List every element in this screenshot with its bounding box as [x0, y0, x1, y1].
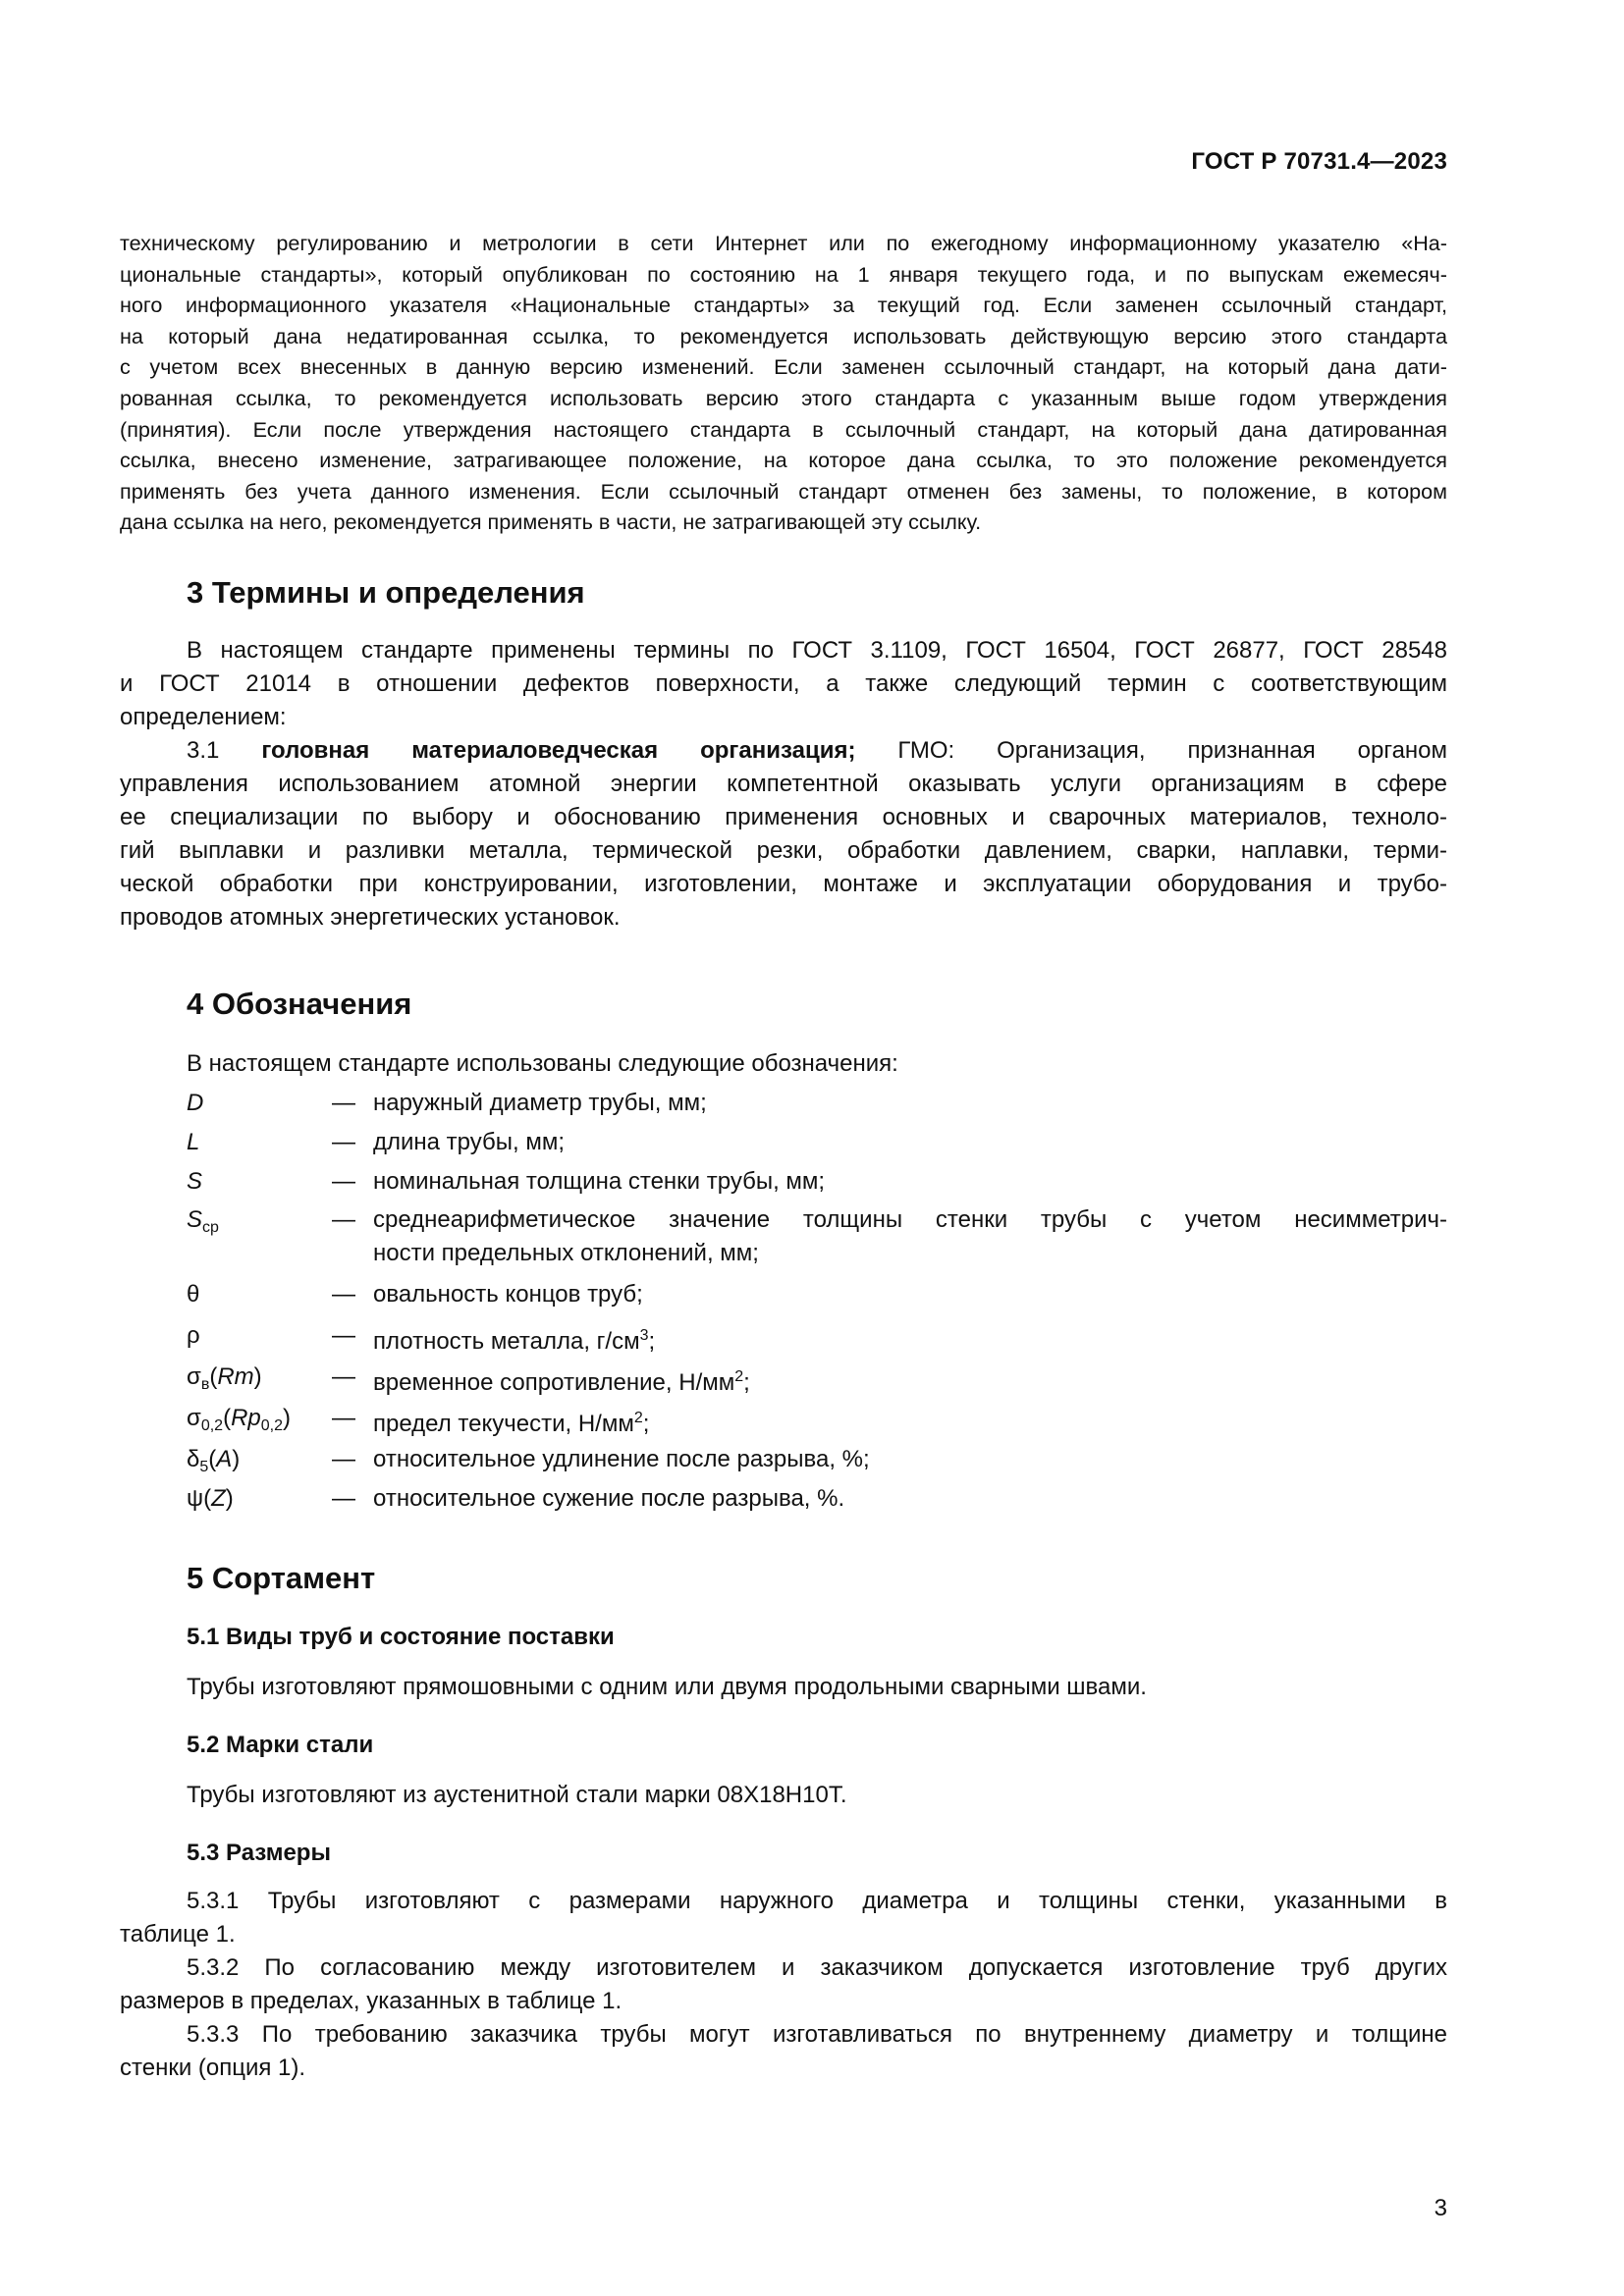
subsection-5-1-heading: 5.1 Виды труб и состояние поставки [187, 1624, 615, 1650]
intro-line: на который дана недатированная ссылка, то рекомендуется использовать действующую версию этого стандарта [120, 323, 1447, 348]
section-4-intro: В настоящем стандарте использованы следующие обозначения: [187, 1050, 898, 1077]
symbol-row-sigma-02 [187, 1402, 1447, 1435]
dash: — [332, 1485, 355, 1512]
intro-line: дана ссылка на него, рекомендуется применять в части, не затрагивающей эту ссылку. [120, 509, 982, 535]
symbol-row-sigma-v [187, 1361, 1447, 1394]
symbol: θ [187, 1281, 200, 1308]
term-3-1-line: гий выплавки и разливки металла, термической резки, обработки давлением, сварки, наплавки, терми- [120, 837, 1447, 864]
symbol: S [187, 1168, 203, 1195]
symbol-description: временное сопротивление, $Н/мм^2$; [373, 1368, 750, 1396]
symbol-description: номинальная толщина стенки трубы, мм; [373, 1168, 826, 1195]
intro-line: рованная ссылка, то рекомендуется использовать версию этого стандарта с указанным выше годом утверждения [120, 385, 1447, 410]
symbol-row-Scp [187, 1203, 1447, 1270]
symbol-row-delta [187, 1443, 1447, 1476]
symbol-row-L [187, 1126, 1447, 1159]
symbol-description: относительное сужение после разрыва, %. [373, 1485, 845, 1512]
dash: — [332, 1405, 355, 1431]
intro-line: циональные стандарты», который опубликован по состоянию на 1 января текущего года, и по выпускам ежемесяч- [120, 261, 1447, 287]
subsection-5-2-heading: 5.2 Марки стали [187, 1732, 374, 1758]
symbol: D [187, 1090, 204, 1116]
symbol-row-theta [187, 1278, 1447, 1311]
dash: — [332, 1322, 355, 1349]
subsection-5-2-text: Трубы изготовляют из аустенитной стали марки 08Х18Н10Т. [187, 1782, 847, 1808]
subsection-5-3-heading: 5.3 Размеры [187, 1840, 331, 1866]
paragraph-5-3-2: 5.3.2 По согласованию между изготовителем и заказчиком допускается изготовление труб других размеров в пределах, указанных в таблице 1. [120, 1954, 1447, 2014]
term-3-1-line: ческой обработки при конструировании, изготовлении, монтаже и эксплуатации оборудования и трубо- [120, 871, 1447, 897]
term-number: 3.1 [187, 737, 220, 764]
symbol: $\delta_5(A)$ [187, 1446, 241, 1475]
paragraph-5-3-1: 5.3.1 Трубы изготовляют с размерами наружного диаметра и толщины стенки, указанными в таблице 1. [120, 1888, 1447, 1948]
symbol-description: предел текучести, $Н/мм^2$; [373, 1410, 650, 1437]
symbol-description: относительное удлинение после разрыва, %; [373, 1446, 870, 1472]
intro-line: ссылка, внесено изменение, затрагивающее положение, на которое дана ссылка, то это положение рекомендуется [120, 448, 1447, 473]
dash: — [332, 1446, 355, 1472]
dash: — [332, 1281, 355, 1308]
section-3-line: В настоящем стандарте применены термины по ГОСТ 3.1109, ГОСТ 16504, ГОСТ 26877, ГОСТ 28548 [187, 637, 1447, 664]
term-3-1-line: ее специализации по выбору и обоснованию применения основных и сварочных материалов, техноло- [120, 804, 1447, 830]
term-abbrev-start: ГМО: Организация, признанная органом [897, 737, 1448, 764]
subsection-5-1-text: Трубы изготовляют прямошовными с одним или двумя продольными сварными швами. [187, 1674, 1147, 1700]
page-number: 3 [1434, 2195, 1447, 2221]
symbol-description: среднеарифметическое значение толщины стенки трубы с учетом несимметрич- ности предельных отклонений, мм; [373, 1206, 1447, 1266]
symbol: $S_{ср}$ [187, 1206, 219, 1236]
symbol-description: длина трубы, мм; [373, 1129, 566, 1155]
section-4-heading: 4 Обозначения [187, 987, 412, 1021]
section-5-heading: 5 Сортамент [187, 1561, 376, 1595]
intro-line: ного информационного указателя «Национальные стандарты» за текущий год. Если заменен ссылочный стандарт, [120, 293, 1447, 318]
section-3-heading: 3 Термины и определения [187, 575, 585, 610]
symbol: ρ [187, 1322, 200, 1349]
intro-line: (принятия). Если после утверждения настоящего стандарта в ссылочный стандарт, на который дана датированная [120, 416, 1447, 442]
dash: — [332, 1168, 355, 1195]
term-3-1-line: управления использованием атомной энергии компетентной оказывать услуги организациям в сфере [120, 771, 1447, 797]
symbol-row-rho [187, 1319, 1447, 1353]
symbol-description: овальность концов труб; [373, 1281, 643, 1308]
symbol-description: плотность металла, $г/см^3$; [373, 1327, 656, 1355]
symbol: $\sigma_в(Rm)$ [187, 1363, 262, 1393]
paragraph-5-3-3: 5.3.3 По требованию заказчика трубы могут изготавливаться по внутреннему диаметру и толщине стенки (опция 1). [120, 2021, 1447, 2081]
symbol-row-D [187, 1087, 1447, 1120]
intro-paragraph [120, 228, 1447, 538]
term-3-1-line: проводов атомных энергетических установок. [120, 904, 621, 931]
section-3-line: и ГОСТ 21014 в отношении дефектов поверхности, а также следующий термин с соответствующим [120, 670, 1447, 697]
symbol-row-psi [187, 1482, 1447, 1516]
term-3-1-first-line [120, 734, 1447, 768]
dash: — [332, 1129, 355, 1155]
symbol-description: наружный диаметр трубы, мм; [373, 1090, 707, 1116]
intro-line: с учетом всех внесенных в данную версию изменений. Если заменен ссылочный стандарт, на который дана дати- [120, 354, 1447, 380]
intro-line: применять без учета данного изменения. Если ссылочный стандарт отменен без замены, то положение, в котором [120, 478, 1447, 504]
symbol: L [187, 1129, 200, 1155]
term-name: головная материаловедческая организация; [261, 737, 856, 764]
section-3-line: определением: [120, 704, 287, 730]
dash: — [332, 1206, 355, 1233]
dash: — [332, 1090, 355, 1116]
symbol-row-S [187, 1165, 1447, 1199]
symbol: ψ(Z) [187, 1485, 234, 1512]
intro-line: техническому регулированию и метрологии в сети Интернет или по ежегодному информационному указателю «На- [120, 231, 1447, 255]
section-3-paragraph [120, 634, 1447, 934]
document-id-header: ГОСТ Р 70731.4—2023 [1191, 148, 1447, 175]
symbol: $\sigma_{0,2}(Rp_{0,2})$ [187, 1405, 291, 1434]
dash: — [332, 1363, 355, 1390]
